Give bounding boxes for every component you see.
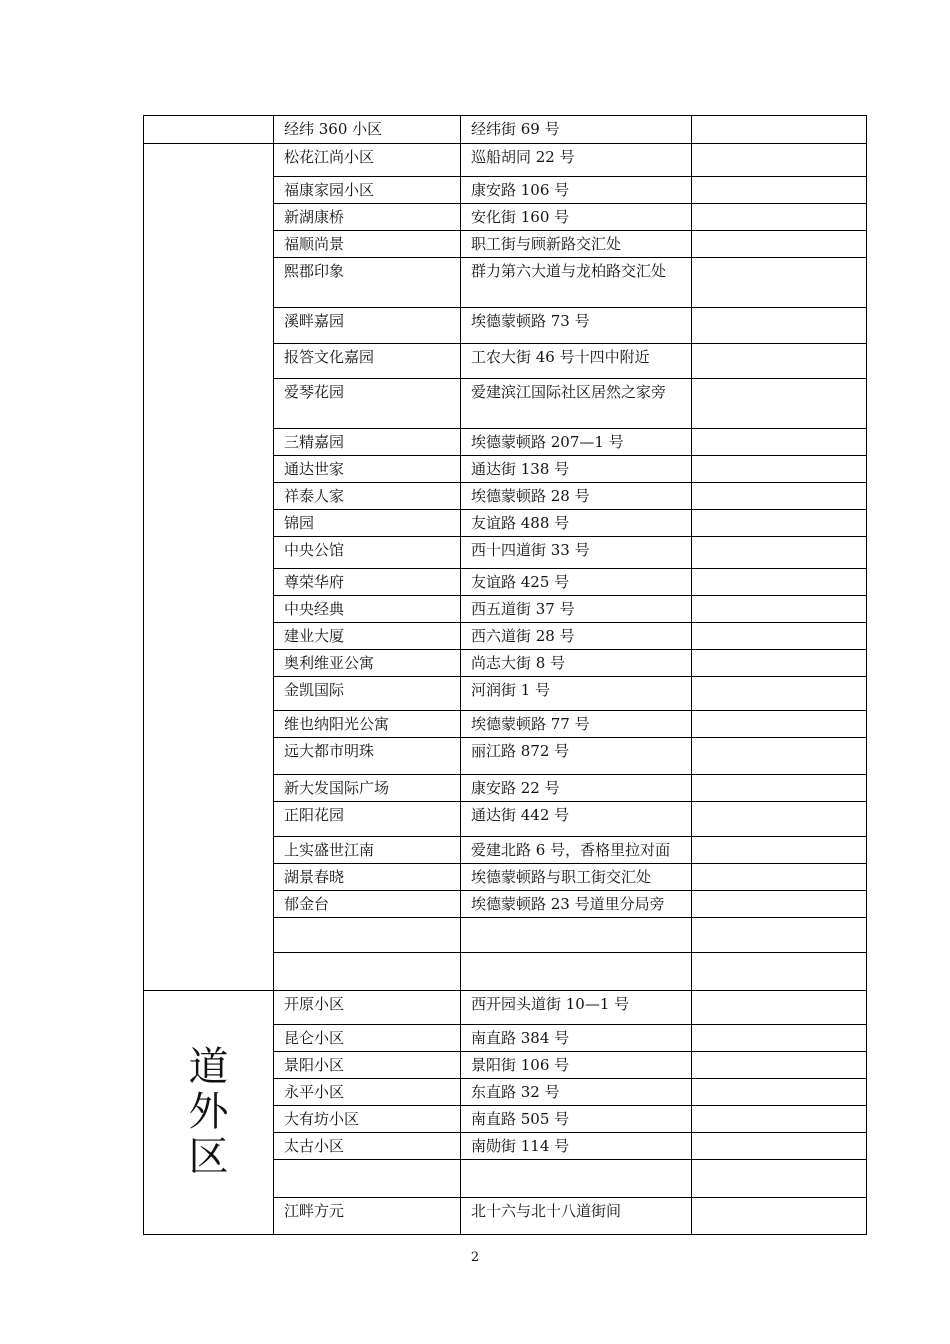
note-cell [692,177,867,204]
note-cell [692,116,867,144]
note-cell [692,711,867,738]
page-number: 2 [470,1250,480,1265]
address-cell: 西开园头道街 10—1 号 [461,991,692,1025]
community-name-cell: 奥利维亚公寓 [274,650,461,677]
address-cell [461,1160,692,1198]
community-name-cell [274,1160,461,1198]
district-cell [144,144,274,991]
address-cell: 爱建滨江国际社区居然之家旁 [461,379,692,429]
address-cell [461,918,692,953]
address-cell: 南直路 384 号 [461,1025,692,1052]
community-name-cell [274,918,461,953]
table-row [144,116,867,144]
community-name-cell: 福康家园小区 [274,177,461,204]
community-name-cell [274,953,461,991]
district-cell [144,116,274,144]
community-name-cell: 江畔方元 [274,1198,461,1235]
address-cell: 西五道街 37 号 [461,596,692,623]
address-cell: 职工街与顾新路交汇处 [461,231,692,258]
note-cell [692,144,867,177]
note-cell [692,650,867,677]
address-cell: 埃德蒙顿路 73 号 [461,308,692,344]
note-cell [692,802,867,837]
community-name-cell: 中央公馆 [274,537,461,569]
community-name-cell: 大有坊小区 [274,1106,461,1133]
community-name-cell: 新湖康桥 [274,204,461,231]
community-name-cell: 三精嘉园 [274,429,461,456]
note-cell [692,1079,867,1106]
note-cell [692,379,867,429]
table-row [144,991,867,1025]
community-name-cell: 正阳花园 [274,802,461,837]
address-cell: 友谊路 425 号 [461,569,692,596]
address-cell: 埃德蒙顿路 207—1 号 [461,429,692,456]
community-name-cell: 溪畔嘉园 [274,308,461,344]
community-name-cell: 建业大厦 [274,623,461,650]
community-name-cell: 开原小区 [274,991,461,1025]
address-cell: 工农大街 46 号十四中附近 [461,344,692,379]
community-name-cell: 中央经典 [274,596,461,623]
community-name-cell: 锦园 [274,510,461,537]
note-cell [692,677,867,711]
note-cell [692,623,867,650]
note-cell [692,775,867,802]
district-cell [144,991,274,1235]
address-cell: 康安路 106 号 [461,177,692,204]
address-cell: 西六道街 28 号 [461,623,692,650]
note-cell [692,1106,867,1133]
note-cell [692,258,867,308]
address-cell: 埃德蒙顿路 28 号 [461,483,692,510]
note-cell [692,991,867,1025]
note-cell [692,864,867,891]
community-name-cell: 福顺尚景 [274,231,461,258]
community-name-cell: 景阳小区 [274,1052,461,1079]
address-cell: 南勋街 114 号 [461,1133,692,1160]
community-name-cell: 太古小区 [274,1133,461,1160]
address-cell: 西十四道街 33 号 [461,537,692,569]
community-name-cell: 爱琴花园 [274,379,461,429]
community-name-cell: 湖景春晓 [274,864,461,891]
note-cell [692,510,867,537]
community-name-cell: 昆仑小区 [274,1025,461,1052]
address-cell: 埃德蒙顿路 23 号道里分局旁 [461,891,692,918]
community-name-cell: 金凯国际 [274,677,461,711]
address-cell: 通达街 442 号 [461,802,692,837]
community-name-cell: 松花江尚小区 [274,144,461,177]
residential-table [143,115,867,1235]
address-cell: 埃德蒙顿路与职工街交汇处 [461,864,692,891]
note-cell [692,429,867,456]
community-name-cell: 郁金台 [274,891,461,918]
address-cell [461,953,692,991]
note-cell [692,837,867,864]
address-cell: 埃德蒙顿路 77 号 [461,711,692,738]
community-name-cell: 经纬 360 小区 [274,116,461,144]
address-cell: 安化街 160 号 [461,204,692,231]
address-cell: 景阳街 106 号 [461,1052,692,1079]
address-cell: 爱建北路 6 号，香格里拉对面 [461,837,692,864]
note-cell [692,891,867,918]
community-name-cell: 永平小区 [274,1079,461,1106]
note-cell [692,1160,867,1198]
community-name-cell: 尊荣华府 [274,569,461,596]
address-cell: 巡船胡同 22 号 [461,144,692,177]
community-name-cell: 上实盛世江南 [274,837,461,864]
community-name-cell: 熙郡印象 [274,258,461,308]
community-name-cell: 远大都市明珠 [274,738,461,775]
note-cell [692,953,867,991]
note-cell [692,456,867,483]
note-cell [692,918,867,953]
address-cell: 北十六与北十八道街间 [461,1198,692,1235]
address-cell: 康安路 22 号 [461,775,692,802]
note-cell [692,596,867,623]
district-label: 道外区 [188,1044,229,1180]
note-cell [692,483,867,510]
address-cell: 尚志大街 8 号 [461,650,692,677]
address-cell: 友谊路 488 号 [461,510,692,537]
note-cell [692,537,867,569]
table-body [144,116,867,1235]
address-cell: 群力第六大道与龙柏路交汇处 [461,258,692,308]
note-cell [692,1198,867,1235]
note-cell [692,204,867,231]
community-name-cell: 维也纳阳光公寓 [274,711,461,738]
note-cell [692,1133,867,1160]
address-cell: 通达街 138 号 [461,456,692,483]
community-name-cell: 祥泰人家 [274,483,461,510]
address-cell: 河润街 1 号 [461,677,692,711]
note-cell [692,1025,867,1052]
note-cell [692,1052,867,1079]
table-row [144,144,867,177]
note-cell [692,569,867,596]
note-cell [692,344,867,379]
address-cell: 东直路 32 号 [461,1079,692,1106]
community-name-cell: 新大发国际广场 [274,775,461,802]
note-cell [692,738,867,775]
community-name-cell: 报答文化嘉园 [274,344,461,379]
address-cell: 丽江路 872 号 [461,738,692,775]
address-cell: 南直路 505 号 [461,1106,692,1133]
note-cell [692,308,867,344]
community-name-cell: 通达世家 [274,456,461,483]
note-cell [692,231,867,258]
address-cell: 经纬街 69 号 [461,116,692,144]
